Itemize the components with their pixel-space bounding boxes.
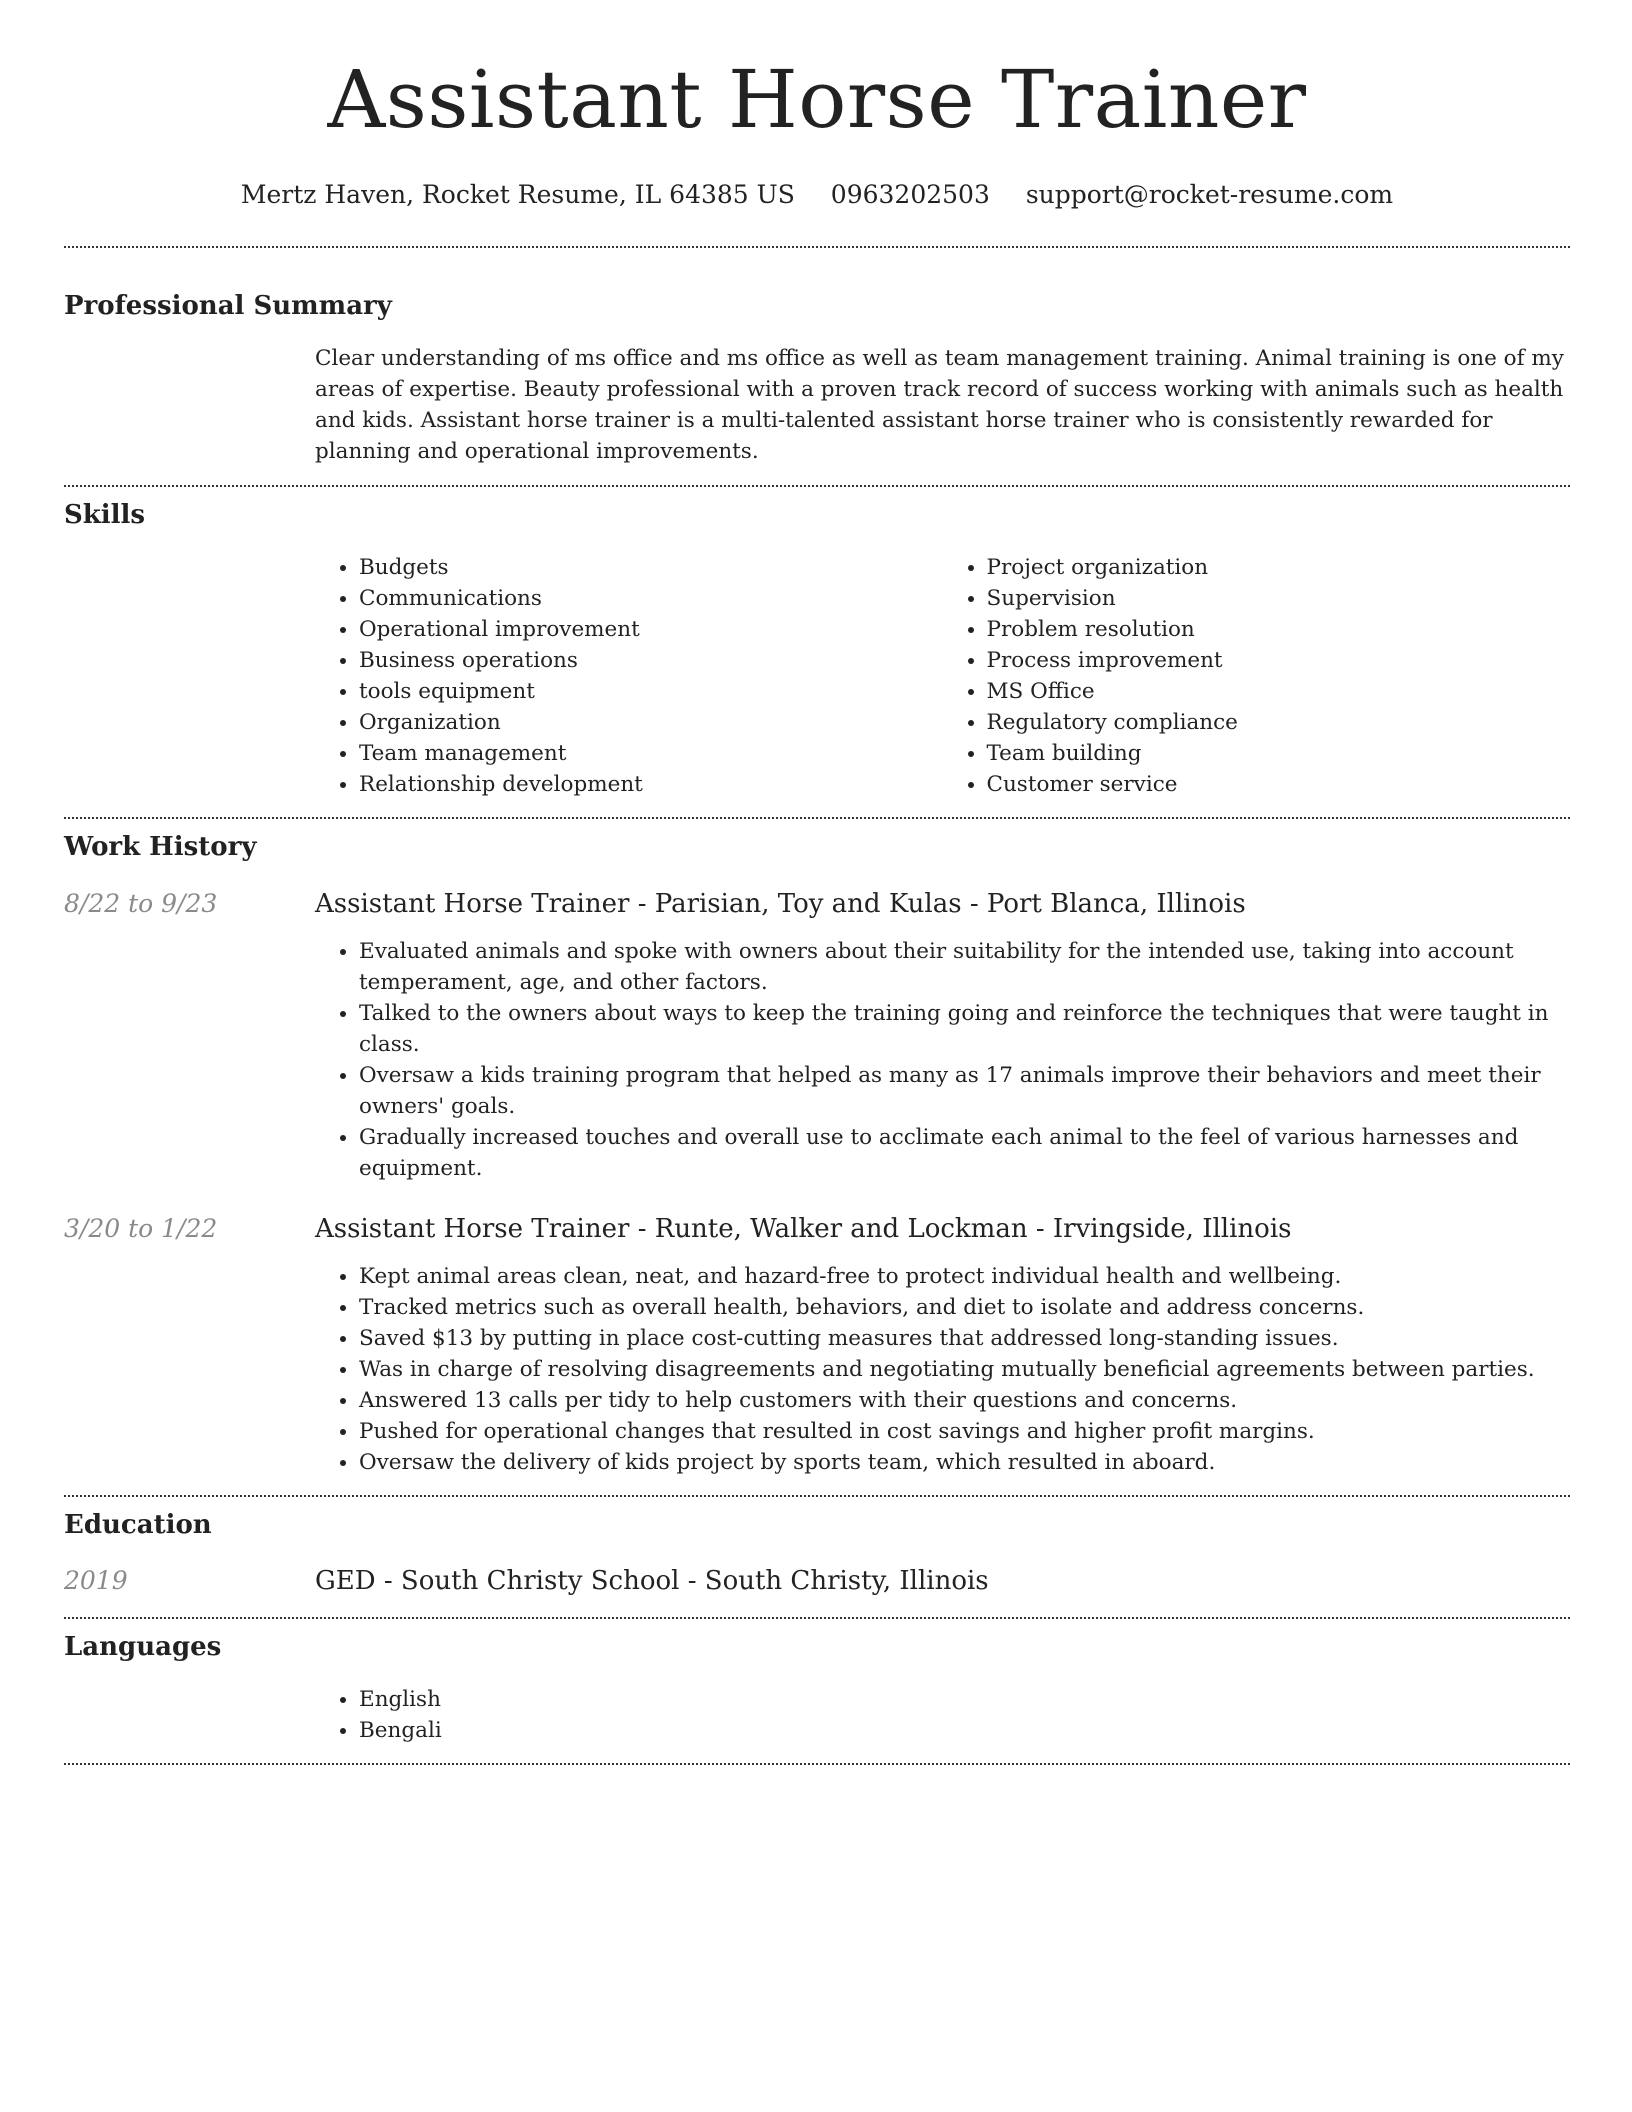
- languages-section: [64, 1619, 1570, 1746]
- job-bullets: [315, 1261, 1570, 1478]
- education-year: 2019: [64, 1566, 128, 1595]
- job-header: [64, 1212, 1570, 1246]
- list-item: • Talked to the owners about ways to keep the training going and reinforce the techniques that were taught in class.: [359, 998, 1570, 1060]
- list-item: • Bengali: [359, 1715, 1570, 1746]
- contact-email: support@rocket-resume.com: [1025, 180, 1394, 209]
- education-section: [64, 1497, 1570, 1598]
- list-item: • Operational improvement: [359, 614, 943, 645]
- contact-address: Mertz Haven, Rocket Resume, IL 64385 US: [240, 180, 795, 209]
- list-item: • Customer service: [987, 769, 1571, 800]
- list-item: • Process improvement: [987, 645, 1571, 676]
- job-dates: 8/22 to 9/23: [64, 889, 218, 918]
- education-entry: [64, 1564, 1570, 1598]
- list-item: • Evaluated animals and spoke with owners about their suitability for the intended use, taking into account temperament, age, and other factors.: [359, 936, 1570, 998]
- list-item: • Was in charge of resolving disagreements and negotiating mutually beneficial agreements between parties.: [359, 1354, 1570, 1385]
- list-item: • Problem resolution: [987, 614, 1571, 645]
- job-bullets: [315, 936, 1570, 1184]
- list-item: • Tracked metrics such as overall health, behaviors, and diet to isolate and address concerns.: [359, 1292, 1570, 1323]
- list-item: • Communications: [359, 583, 943, 614]
- skills-list-right: [943, 552, 1571, 800]
- section-title-work: Work History: [64, 832, 257, 862]
- list-item: • Supervision: [987, 583, 1571, 614]
- list-item: • Oversaw the delivery of kids project by sports team, which resulted in aboard.: [359, 1447, 1570, 1478]
- list-item: • tools equipment: [359, 676, 943, 707]
- list-item: • Kept animal areas clean, neat, and hazard-free to protect individual health and wellbeing.: [359, 1261, 1570, 1292]
- job-title: Assistant Horse Trainer - Runte, Walker and Lockman - Irvingside, Illinois: [315, 1214, 1292, 1244]
- list-item: • Pushed for operational changes that resulted in cost savings and higher profit margins.: [359, 1416, 1570, 1447]
- work-history-section: [64, 819, 1570, 1478]
- list-item: • Relationship development: [359, 769, 943, 800]
- list-item: • Gradually increased touches and overall use to acclimate each animal to the feel of various harnesses and equipment.: [359, 1122, 1570, 1184]
- job-entry: [64, 1212, 1570, 1478]
- skills-list-left: [315, 552, 943, 800]
- divider: [64, 1763, 1570, 1765]
- job-entry: [64, 887, 1570, 1184]
- job-dates: 3/20 to 1/22: [64, 1214, 218, 1243]
- languages-list: [315, 1684, 1570, 1746]
- list-item: • Saved $13 by putting in place cost-cutting measures that addressed long-standing issues.: [359, 1323, 1570, 1354]
- section-title-education: Education: [64, 1510, 212, 1540]
- resume-name: Assistant Horse Trainer: [327, 53, 1307, 146]
- section-title-skills: Skills: [64, 500, 146, 530]
- list-item: • English: [359, 1684, 1570, 1715]
- resume-page: [64, 0, 1570, 1765]
- list-item: • Oversaw a kids training program that helped as many as 17 animals improve their behaviors and meet their owners' goals.: [359, 1060, 1570, 1122]
- skills-section: [64, 487, 1570, 800]
- list-item: • Organization: [359, 707, 943, 738]
- contact-line: [64, 178, 1570, 212]
- list-item: • Answered 13 calls per tidy to help customers with their questions and concerns.: [359, 1385, 1570, 1416]
- list-item: • Business operations: [359, 645, 943, 676]
- list-item: • Budgets: [359, 552, 943, 583]
- list-item: • Team management: [359, 738, 943, 769]
- section-title-summary: Professional Summary: [64, 291, 392, 321]
- skills-columns: [315, 552, 1570, 800]
- resume-header: [64, 0, 1570, 212]
- section-title-languages: Languages: [64, 1632, 222, 1662]
- list-item: • Regulatory compliance: [987, 707, 1571, 738]
- list-item: • Team building: [987, 738, 1571, 769]
- contact-phone: 0963202503: [830, 180, 990, 209]
- job-header: [64, 887, 1570, 921]
- education-title: GED - South Christy School - South Christy, Illinois: [315, 1566, 989, 1596]
- summary-section: [64, 248, 1570, 467]
- list-item: • MS Office: [987, 676, 1571, 707]
- list-item: • Project organization: [987, 552, 1571, 583]
- summary-text: Clear understanding of ms office and ms office as well as team management training. Animal training is one of my areas of expertise. Beauty professional with a proven track record of success working with animals such as health and kids. Assistant horse trainer is a multi-talented assistant horse trainer who is consistently rewarded for planning and operational improvements.: [315, 346, 1564, 464]
- job-title: Assistant Horse Trainer - Parisian, Toy and Kulas - Port Blanca, Illinois: [315, 889, 1246, 919]
